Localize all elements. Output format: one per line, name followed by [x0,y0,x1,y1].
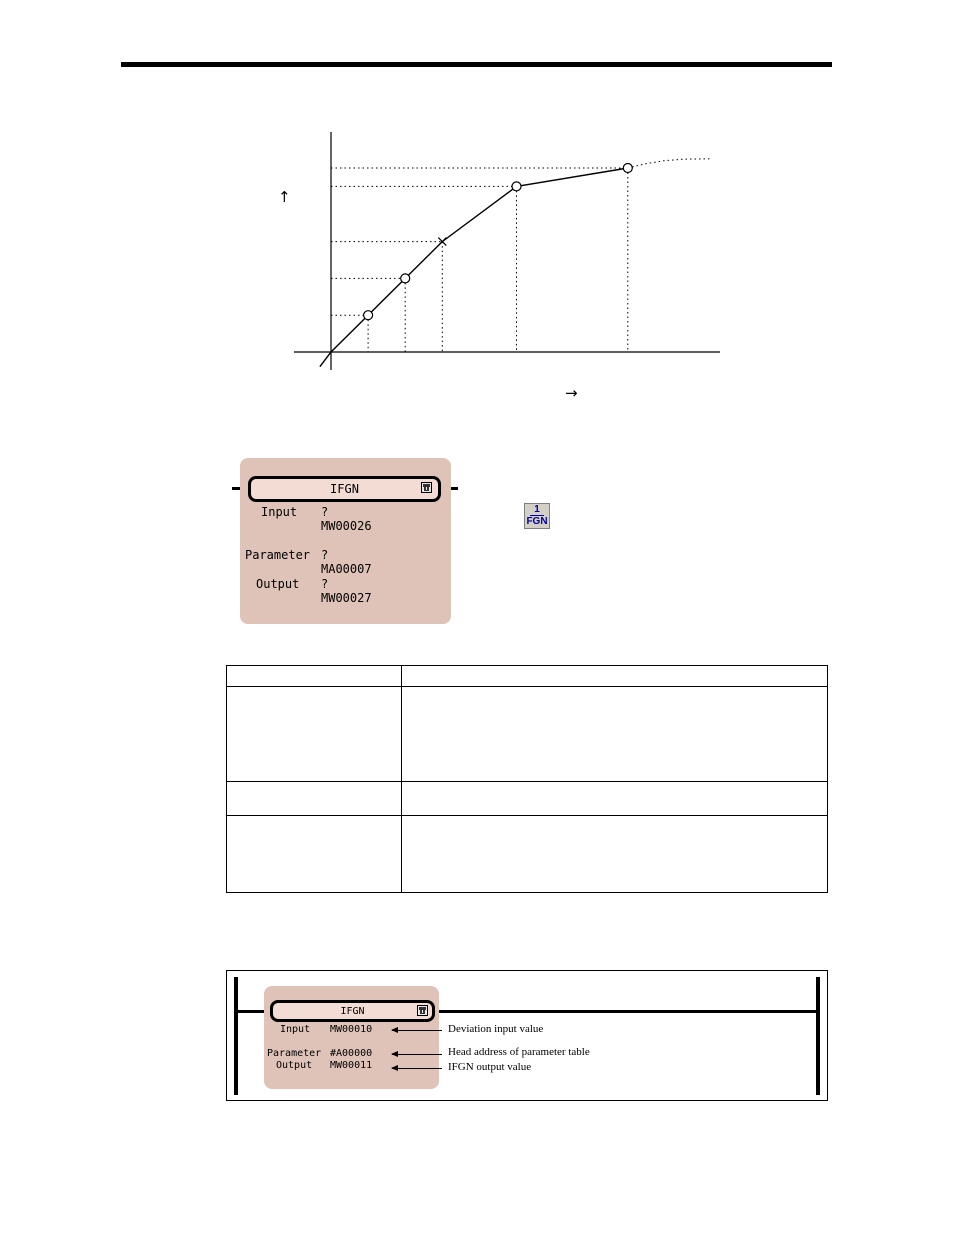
example-parameter-register[interactable]: #A00000 [330,1048,373,1059]
parameter-note-arrow [392,1054,442,1055]
example-input-label: Input [280,1024,311,1035]
table-cell [227,782,402,816]
output-register[interactable]: MW00027 [321,591,372,605]
parameter-query: ? [321,548,329,562]
left-power-rail [234,977,238,1095]
table-header-row [227,666,828,687]
x-axis-arrow: → [565,384,578,402]
header-rule [121,62,832,67]
input-label: Input [261,505,298,519]
rung-wire-left [238,1010,266,1013]
example-detail-window-icon[interactable] [417,1005,428,1016]
table-cell [402,782,828,816]
input-query: ? [321,505,329,519]
table-cell [227,816,402,893]
block-title-bar[interactable] [248,476,441,502]
rung-wire-right [435,1010,816,1013]
breakpoint-marker [364,311,373,320]
function-line [320,168,628,367]
block-title: IFGN [330,482,359,496]
output-note: IFGN output value [448,1061,532,1073]
example-input-register[interactable]: MW00010 [330,1024,373,1035]
output-query: ? [321,577,329,591]
parameter-register[interactable]: MA00007 [321,562,372,576]
io-definition-table [226,665,828,893]
ladder-program-example [226,970,828,1101]
detail-window-icon[interactable] [421,482,432,493]
table-cell [227,687,402,782]
toolbar-button-label: FGN [526,516,548,527]
input-register[interactable]: MW00026 [321,519,372,533]
breakpoint-marker [512,182,521,191]
example-output-register[interactable]: MW00011 [330,1060,373,1071]
parameter-note: Head address of parameter table [448,1046,590,1058]
ifgn-function-graph [270,120,730,375]
ifgn-function-block[interactable] [240,458,451,624]
y-axis-arrow: ↑ [278,188,291,206]
graph-guides [331,168,628,352]
ifgn-example-block[interactable] [264,986,439,1089]
example-block-title-bar[interactable] [270,1000,435,1022]
table-row [227,782,828,816]
table-row [227,816,828,893]
input-note-arrow [392,1030,442,1031]
fgn-toolbar-button[interactable] [524,503,550,529]
table-cell [402,687,828,782]
toolbar-button-number: 1 [530,504,544,516]
example-block-title: IFGN [340,1005,365,1017]
extrapolation-line [628,159,710,168]
table-row [227,687,828,782]
example-output-label: Output [276,1060,313,1071]
output-label: Output [256,577,300,591]
right-power-rail [816,977,820,1095]
table-cell [402,666,828,687]
parameter-label: Parameter [245,548,311,562]
table-cell [227,666,402,687]
breakpoint-marker [401,274,410,283]
breakpoint-marker [623,164,632,173]
table-cell [402,816,828,893]
output-note-arrow [392,1068,442,1069]
example-parameter-label: Parameter [267,1048,322,1059]
input-note: Deviation input value [448,1023,544,1035]
